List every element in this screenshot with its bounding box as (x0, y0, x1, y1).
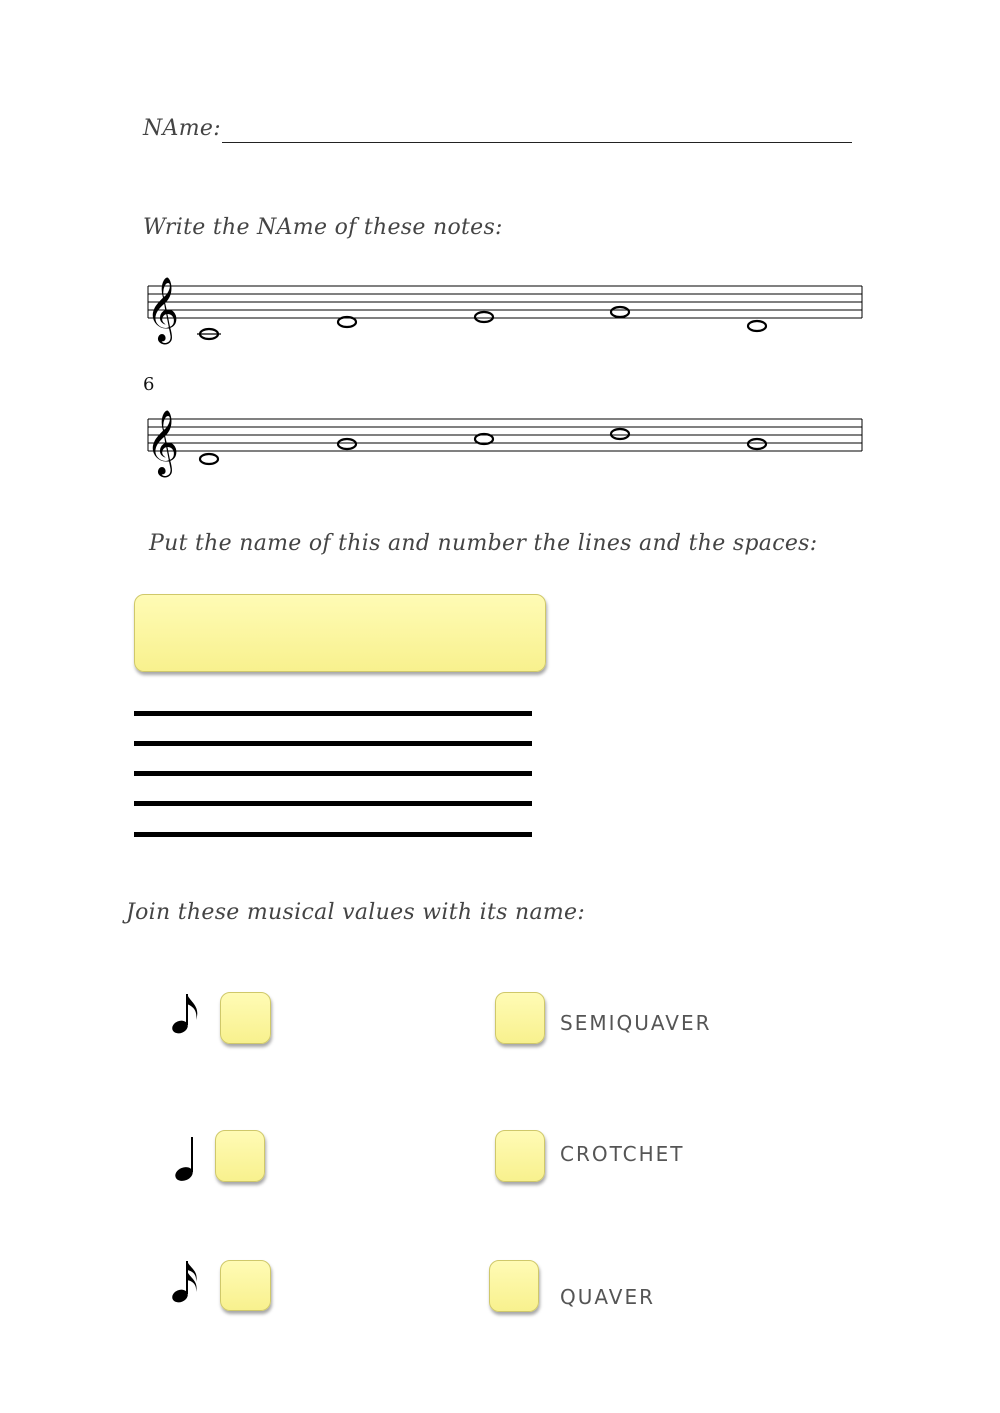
whole-note (338, 439, 356, 449)
svg-text:𝄞: 𝄞 (146, 410, 180, 475)
notes-instruction: Write the NAme of these notes: (143, 215, 503, 240)
staff-name-answer-box[interactable] (134, 594, 546, 672)
name-input-line[interactable] (222, 142, 852, 143)
value-name-crotchet: CROTCHET (560, 1142, 685, 1166)
value-name-quaver: QUAVER (560, 1285, 655, 1309)
measure-number: 6 (143, 374, 155, 395)
value-name-semiquaver: SEMIQUAVER (560, 1011, 712, 1035)
semiquaver-note-icon (168, 1258, 208, 1308)
staff-instruction: Put the name of this and number the lines and the spaces: (149, 531, 818, 556)
name-match-box-1[interactable] (495, 992, 545, 1044)
staff-line (134, 711, 532, 716)
note-match-box-3[interactable] (220, 1260, 271, 1311)
crotchet-note-icon (168, 1133, 208, 1183)
whole-note (748, 321, 766, 331)
staff-line (134, 771, 532, 776)
name-match-box-2[interactable] (495, 1130, 545, 1182)
note-match-box-2[interactable] (215, 1130, 265, 1182)
svg-text:𝄞: 𝄞 (146, 277, 180, 342)
staff-line (134, 832, 532, 837)
matching-instruction: Join these musical values with its name: (126, 900, 586, 925)
treble-clef-icon (146, 410, 179, 477)
staff-system-1 (140, 262, 870, 352)
whole-note (611, 307, 629, 317)
note-match-box-1[interactable] (220, 992, 271, 1044)
whole-note (200, 454, 218, 464)
whole-note (748, 439, 766, 449)
quaver-note-icon (168, 990, 208, 1036)
name-label: NAme: (143, 116, 221, 141)
name-match-box-3[interactable] (489, 1260, 539, 1312)
staff-line (134, 801, 532, 806)
whole-note (611, 429, 629, 439)
treble-clef-icon (146, 277, 179, 344)
whole-note (475, 312, 493, 322)
staff-line (134, 741, 532, 746)
staff-system-2 (140, 395, 870, 485)
